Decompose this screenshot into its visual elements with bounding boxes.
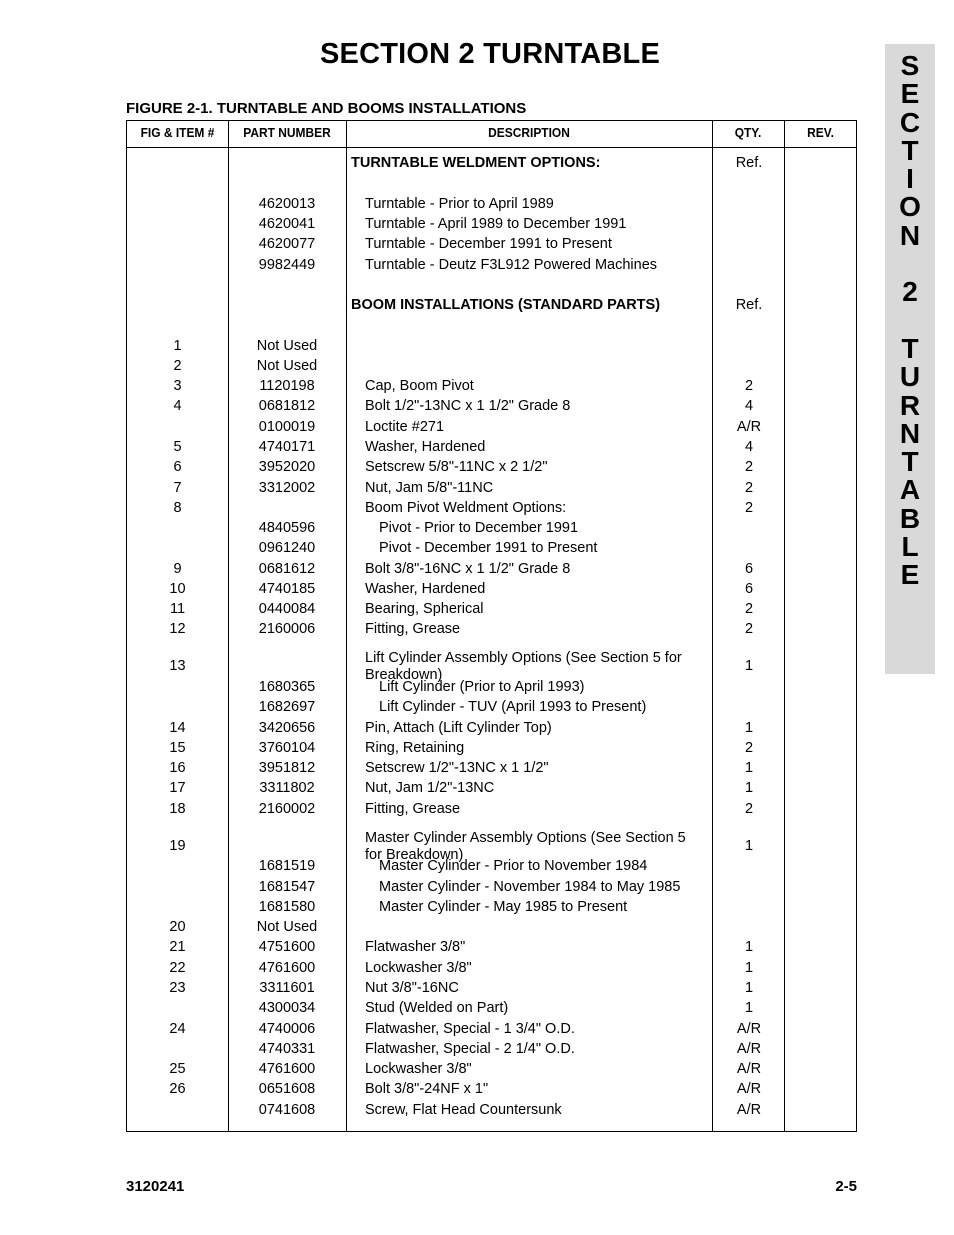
table-header (127, 121, 856, 148)
cell-qty: 2 (744, 621, 754, 637)
cell-part-number: 1682697 (258, 699, 316, 715)
cell-qty: A/R (736, 419, 762, 435)
cell-part-number: 0681812 (258, 398, 316, 414)
side-tab-letter: T (901, 332, 919, 364)
cell-part-number: 4740331 (258, 1041, 316, 1057)
cell-description: Turntable - Prior to April 1989 (365, 196, 554, 212)
cell-qty: 1 (744, 939, 754, 955)
cell-description: Ring, Retaining (365, 740, 465, 756)
cell-qty: 6 (744, 581, 754, 597)
cell-qty: Ref. (735, 155, 763, 171)
cell-part-number: 1680365 (258, 679, 316, 695)
cell-qty: A/R (736, 1061, 762, 1077)
cell-part-number: 4740185 (258, 581, 316, 597)
cell-description: Screw, Flat Head Countersunk (365, 1102, 562, 1118)
cell-qty: 1 (744, 960, 754, 976)
side-tab-letter: 2 (902, 276, 918, 308)
side-tab-letter: T (901, 446, 919, 478)
cell-qty: 2 (744, 500, 754, 516)
cell-part-number: 4620013 (258, 196, 316, 212)
cell-description: Fitting, Grease (365, 621, 461, 637)
cell-part-number: 4300034 (258, 1000, 316, 1016)
cell-fig-item: 14 (169, 720, 186, 736)
cell-description: Fitting, Grease (365, 801, 461, 817)
cell-fig-item: 21 (169, 939, 186, 955)
header-rev: REV. (807, 125, 834, 140)
cell-description: Lockwasher 3/8" (365, 960, 472, 976)
cell-part-number: 3760104 (258, 740, 316, 756)
cell-fig-item: 7 (173, 480, 182, 496)
cell-fig-item: 5 (173, 439, 182, 455)
cell-description: Turntable - Deutz F3L912 Powered Machines (365, 257, 658, 273)
cell-qty: A/R (736, 1102, 762, 1118)
side-tab-letter: A (899, 474, 921, 506)
side-tab-letter: S (900, 50, 920, 81)
cell-fig-item: 12 (169, 621, 186, 637)
cell-fig-item: 9 (173, 561, 182, 577)
cell-description: Setscrew 1/2"-13NC x 1 1/2" (365, 760, 549, 776)
footer-document-number: 3120241 (126, 1178, 185, 1195)
cell-part-number: 3311802 (259, 780, 315, 796)
cell-part-number: 4840596 (258, 520, 316, 536)
cell-description: Lift Cylinder (Prior to April 1993) (379, 679, 585, 695)
cell-part-number: 1681547 (258, 879, 316, 895)
cell-description: Bearing, Spherical (365, 601, 484, 617)
cell-description: Bolt 1/2"-13NC x 1 1/2" Grade 8 (365, 398, 571, 414)
cell-part-number: 2160006 (258, 621, 316, 637)
cell-qty: A/R (736, 1081, 762, 1097)
cell-qty: 6 (744, 561, 754, 577)
side-tab-letter: T (901, 134, 919, 166)
cell-description: Pin, Attach (Lift Cylinder Top) (365, 720, 552, 736)
cell-qty: 2 (744, 378, 754, 394)
cell-qty: 1 (744, 838, 754, 854)
cell-qty: 1 (744, 1000, 754, 1016)
cell-qty: 4 (744, 439, 754, 455)
cell-description: Stud (Welded on Part) (365, 1000, 509, 1016)
cell-part-number: Not Used (256, 358, 318, 374)
section-side-tab (885, 44, 935, 674)
cell-description: Cap, Boom Pivot (365, 378, 474, 394)
cell-qty: 1 (744, 760, 754, 776)
cell-fig-item: 15 (169, 740, 186, 756)
cell-description: Master Cylinder - May 1985 to Present (379, 899, 628, 915)
cell-description: Lift Cylinder - TUV (April 1993 to Present) (379, 699, 647, 715)
cell-part-number: 3420656 (258, 720, 316, 736)
cell-fig-item: 3 (173, 378, 182, 394)
cell-qty: 1 (744, 720, 754, 736)
cell-fig-item: 2 (173, 358, 182, 374)
parts-table (126, 120, 857, 1132)
cell-description: Nut 3/8"-16NC (365, 980, 459, 996)
cell-qty: A/R (736, 1021, 762, 1037)
cell-part-number: 0100019 (258, 419, 316, 435)
cell-description: Flatwasher, Special - 2 1/4" O.D. (365, 1041, 575, 1057)
cell-part-number: Not Used (256, 338, 318, 354)
cell-fig-item: 4 (173, 398, 182, 414)
cell-description: Flatwasher, Special - 1 3/4" O.D. (365, 1021, 575, 1037)
cell-part-number: 1681580 (258, 899, 316, 915)
cell-part-number: 3951812 (258, 760, 316, 776)
side-tab-letter (885, 307, 935, 335)
cell-fig-item: 16 (169, 760, 186, 776)
cell-description: Loctite #271 (365, 419, 445, 435)
cell-part-number: 4620077 (258, 236, 316, 252)
cell-qty: A/R (736, 1041, 762, 1057)
header-qty: QTY. (734, 125, 762, 140)
cell-part-number: 0681612 (258, 561, 316, 577)
cell-qty: 1 (744, 980, 754, 996)
cell-description: Lockwasher 3/8" (365, 1061, 472, 1077)
cell-description: Master Cylinder - November 1984 to May 1985 (379, 879, 681, 895)
cell-qty: 4 (744, 398, 754, 414)
header-description: DESCRIPTION (488, 125, 570, 140)
column-divider (346, 121, 347, 1131)
cell-fig-item: 22 (169, 960, 186, 976)
cell-description: Bolt 3/8"-16NC x 1 1/2" Grade 8 (365, 561, 571, 577)
cell-part-number: 4740006 (258, 1021, 316, 1037)
side-tab-letter: E (900, 559, 920, 591)
cell-part-number: Not Used (256, 919, 318, 935)
cell-fig-item: 1 (173, 338, 182, 354)
cell-fig-item: 18 (169, 801, 186, 817)
cell-part-number: 1681519 (258, 858, 316, 874)
cell-description: Flatwasher 3/8" (365, 939, 466, 955)
footer-page-number: 2-5 (835, 1178, 857, 1195)
cell-qty: 2 (744, 459, 754, 475)
side-tab-letter: I (906, 163, 914, 195)
cell-description: Pivot - December 1991 to Present (379, 540, 598, 556)
cell-qty: 1 (744, 658, 754, 674)
side-tab-letter (885, 250, 935, 278)
cell-description: Turntable - December 1991 to Present (365, 236, 612, 252)
cell-qty: 2 (744, 601, 754, 617)
cell-part-number: 9982449 (258, 257, 316, 273)
cell-fig-item: 19 (169, 838, 186, 854)
cell-description: Washer, Hardened (365, 439, 486, 455)
cell-part-number: 0741608 (258, 1102, 316, 1118)
side-tab-letter: U (899, 361, 921, 393)
cell-part-number: 4761600 (258, 960, 316, 976)
cell-fig-item: 20 (169, 919, 186, 935)
cell-qty: 2 (744, 801, 754, 817)
cell-description: Nut, Jam 1/2"-13NC (365, 780, 495, 796)
side-tab-letter: N (899, 417, 921, 449)
cell-part-number: 0651608 (258, 1081, 316, 1097)
header-fig-item: FIG & ITEM # (140, 125, 215, 140)
cell-part-number: 0440084 (258, 601, 316, 617)
cell-fig-item: 26 (169, 1081, 186, 1097)
cell-part-number: 4761600 (258, 1061, 316, 1077)
cell-description: Master Cylinder Assembly Options (See Section 5 for Breakdown) (365, 830, 686, 863)
cell-fig-item: 6 (173, 459, 182, 475)
cell-part-number: 1120198 (259, 378, 315, 394)
cell-part-number: 4620041 (258, 216, 316, 232)
cell-description: Pivot - Prior to December 1991 (379, 520, 579, 536)
cell-description: Setscrew 5/8"-11NC x 2 1/2" (365, 459, 548, 475)
cell-qty: Ref. (735, 297, 763, 313)
page-title: SECTION 2 TURNTABLE (320, 38, 660, 70)
cell-fig-item: 11 (169, 601, 186, 617)
cell-fig-item: 10 (169, 581, 186, 597)
cell-qty: 2 (744, 480, 754, 496)
cell-fig-item: 13 (169, 658, 186, 674)
cell-part-number: 4740171 (258, 439, 316, 455)
cell-description: Nut, Jam 5/8"-11NC (365, 480, 494, 496)
cell-part-number: 0961240 (258, 540, 316, 556)
side-tab-letter: R (899, 389, 921, 421)
header-part-number: PART NUMBER (243, 125, 331, 140)
side-tab-letter: L (901, 531, 919, 563)
cell-description: Master Cylinder - Prior to November 1984 (379, 858, 648, 874)
side-tab-letter: N (899, 219, 921, 251)
cell-part-number: 3312002 (258, 480, 316, 496)
cell-part-number: 2160002 (258, 801, 316, 817)
cell-description: Boom Pivot Weldment Options: (365, 500, 567, 516)
cell-description: TURNTABLE WELDMENT OPTIONS: (351, 155, 601, 171)
cell-fig-item: 8 (173, 500, 182, 516)
cell-description: Turntable - April 1989 to December 1991 (365, 216, 627, 232)
cell-qty: 2 (744, 740, 754, 756)
cell-description: Lift Cylinder Assembly Options (See Section 5 for Breakdown) (365, 650, 682, 683)
cell-part-number: 4751600 (258, 939, 316, 955)
side-tab-letters (885, 52, 935, 590)
cell-qty: 1 (744, 780, 754, 796)
side-tab-letter: B (899, 502, 921, 534)
cell-description: Washer, Hardened (365, 581, 486, 597)
cell-fig-item: 23 (169, 980, 186, 996)
cell-description: Bolt 3/8"-24NF x 1" (365, 1081, 489, 1097)
side-tab-letter: E (900, 78, 920, 110)
cell-part-number: 3952020 (258, 459, 316, 475)
cell-fig-item: 17 (169, 780, 186, 796)
side-tab-letter: O (899, 191, 921, 223)
cell-fig-item: 24 (169, 1021, 186, 1037)
cell-part-number: 3311601 (259, 980, 315, 996)
cell-fig-item: 25 (169, 1061, 186, 1077)
figure-caption: FIGURE 2-1. TURNTABLE AND BOOMS INSTALLATIONS (126, 100, 527, 117)
cell-description: BOOM INSTALLATIONS (STANDARD PARTS) (351, 297, 661, 313)
side-tab-letter: C (899, 106, 921, 138)
